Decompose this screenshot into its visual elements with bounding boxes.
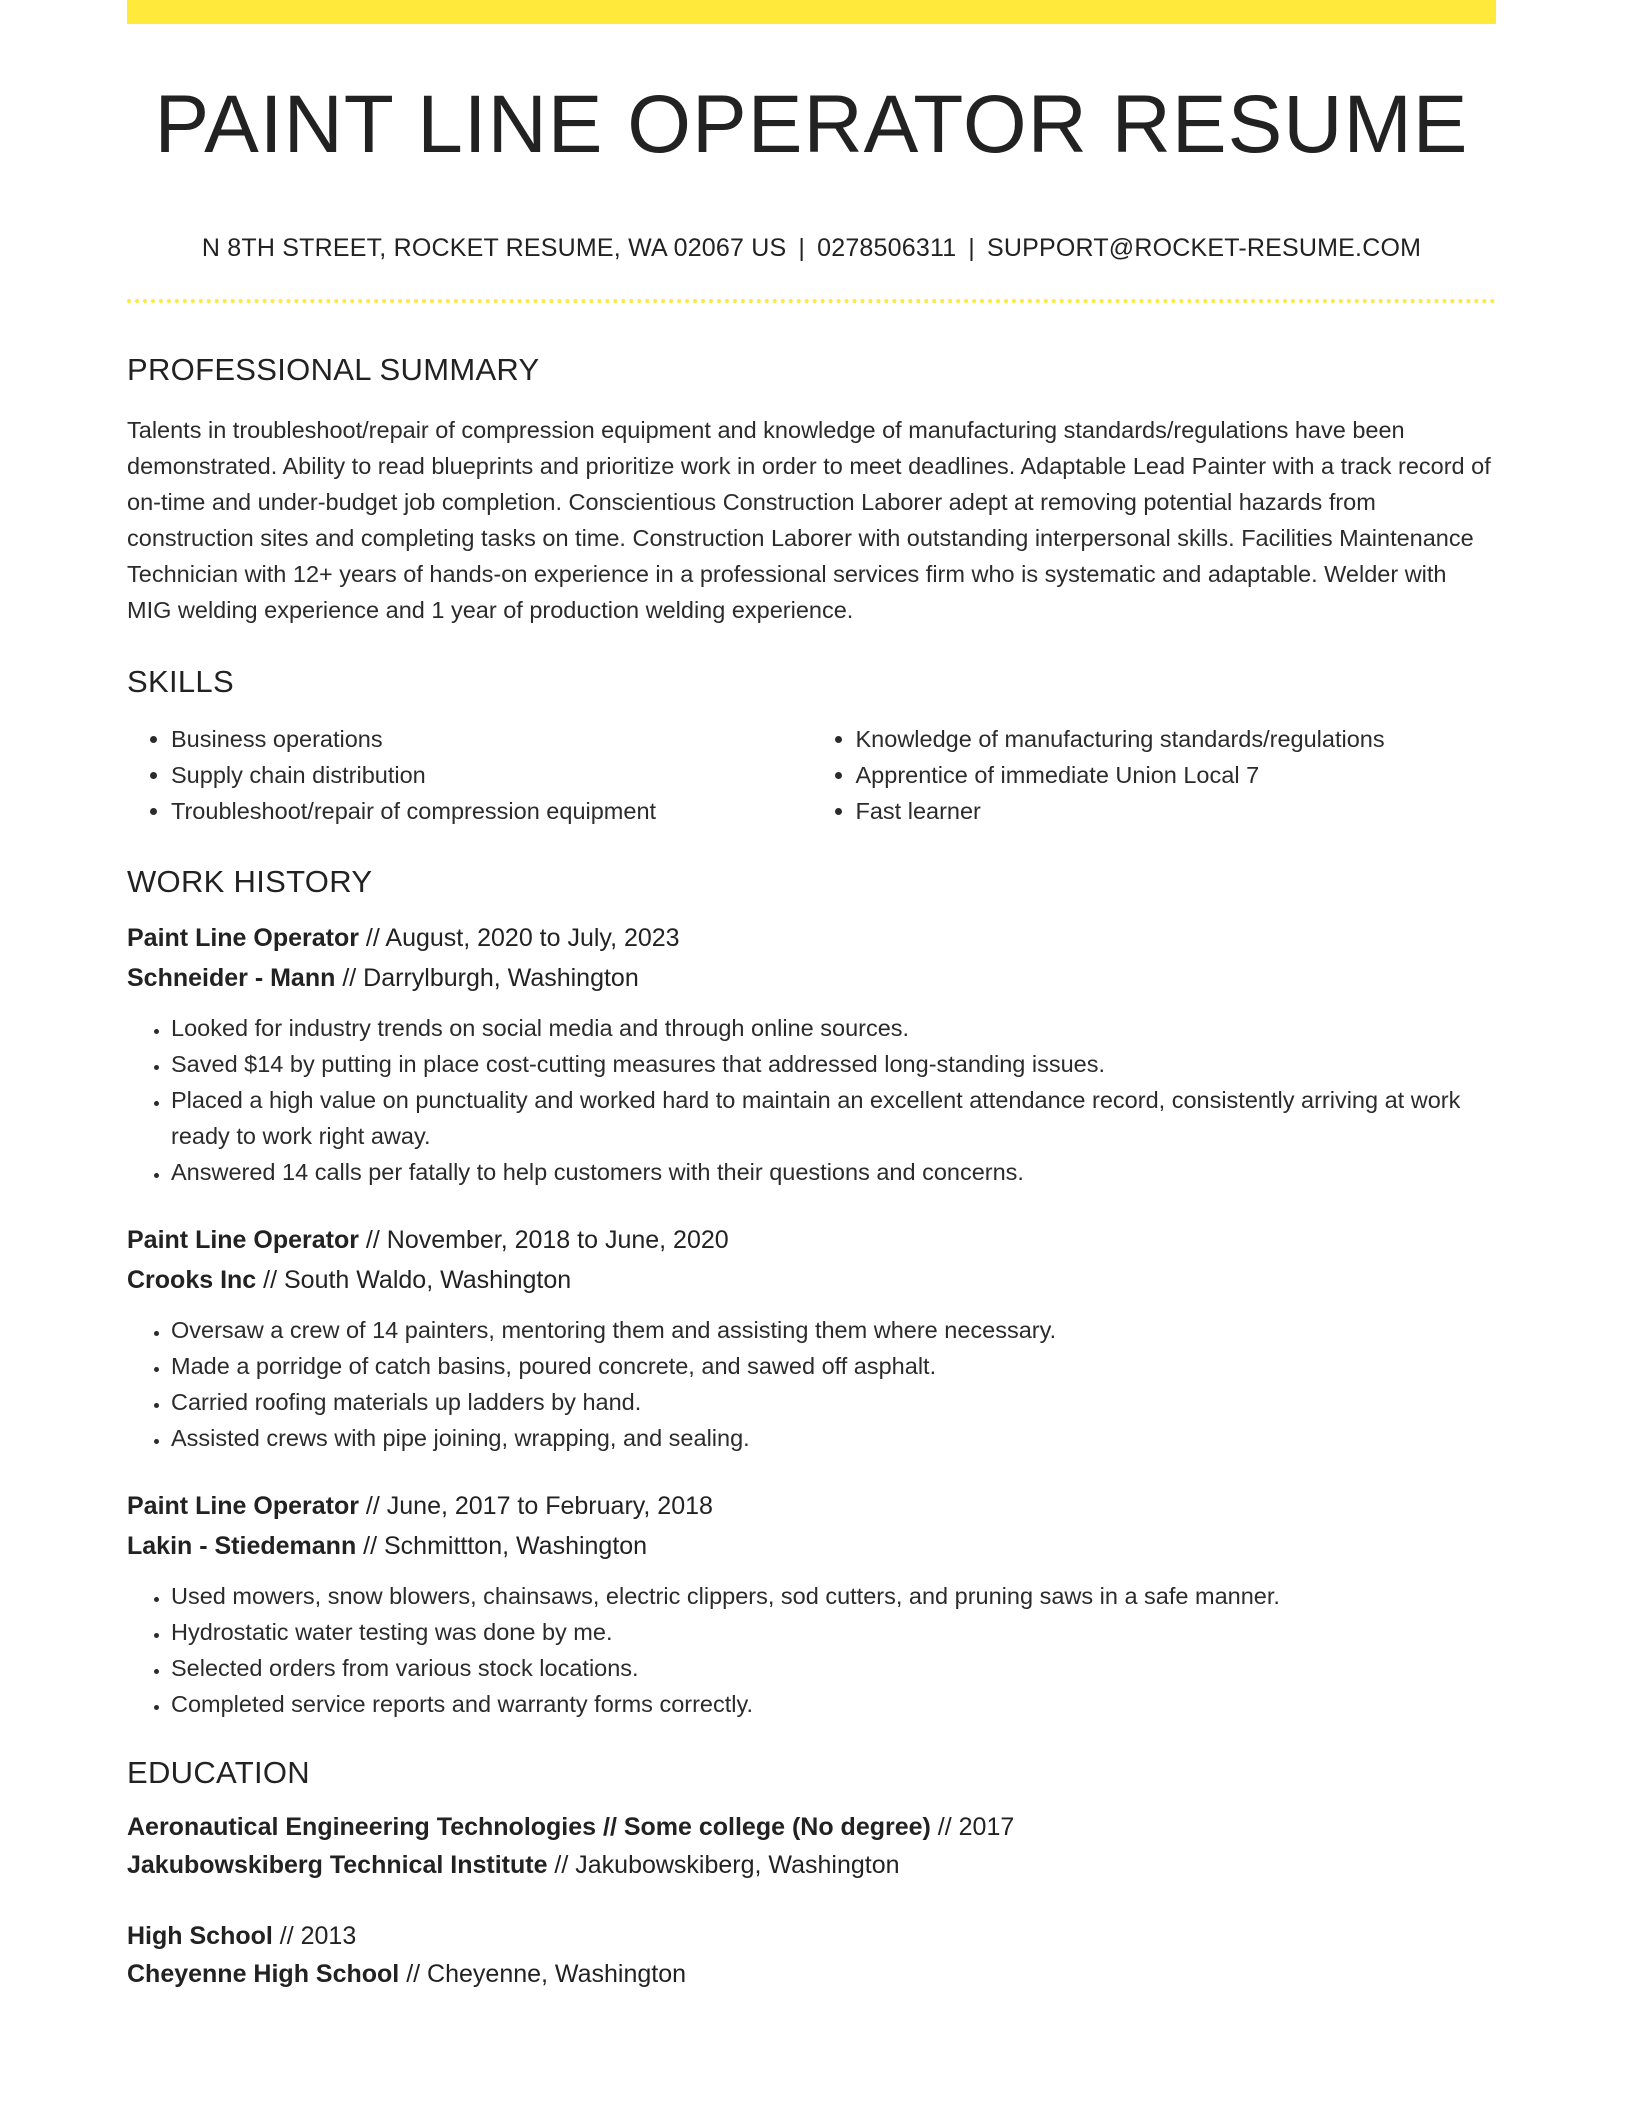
duty-item: • Saved $14 by putting in place cost-cutting measures that addressed long-standing issues.: [171, 1046, 1496, 1082]
skill-item: • Business operations: [171, 721, 812, 757]
job-duties: [127, 1010, 1496, 1190]
job-duties: [127, 1578, 1496, 1722]
job-title-line: [127, 918, 1496, 958]
education-school-line: [127, 1955, 1496, 1993]
contact-line: [127, 236, 1496, 261]
skill-item: • Troubleshoot/repair of compression equipment: [171, 793, 812, 829]
dotted-divider: [127, 299, 1496, 303]
duty-item: • Completed service reports and warranty forms correctly.: [171, 1686, 1496, 1722]
job-entry: [127, 1220, 1496, 1456]
top-accent-bar: [127, 0, 1496, 24]
duty-item: • Looked for industry trends on social media and through online sources.: [171, 1010, 1496, 1046]
job-location: // Darrylburgh, Washington: [335, 964, 639, 992]
education-year: // 2017: [930, 1813, 1015, 1841]
job-entry: [127, 1486, 1496, 1722]
job-entry: [127, 918, 1496, 1190]
duty-item: • Used mowers, snow blowers, chainsaws, electric clippers, sod cutters, and pruning saws in a safe manner.: [171, 1578, 1496, 1614]
education-degree-line: [127, 1808, 1496, 1846]
summary-heading: PROFESSIONAL SUMMARY: [127, 352, 540, 387]
skills-list: [127, 721, 1496, 829]
education-location: // Jakubowskiberg, Washington: [547, 1851, 900, 1879]
email-link[interactable]: SUPPORT@ROCKET-RESUME.COM: [987, 234, 1422, 262]
education-school: Cheyenne High School: [127, 1960, 400, 1988]
skill-item: • Fast learner: [856, 793, 1497, 829]
job-dates: // August, 2020 to July, 2023: [358, 924, 680, 952]
work-history-heading: WORK HISTORY: [127, 864, 373, 899]
education-school-line: [127, 1846, 1496, 1884]
separator: |: [968, 234, 975, 262]
job-dates: // June, 2017 to February, 2018: [358, 1492, 713, 1520]
duty-item: • Carried roofing materials up ladders by hand.: [171, 1384, 1496, 1420]
job-company: Schneider - Mann: [127, 964, 336, 992]
skills-column-left: [127, 721, 812, 829]
job-location: // Schmittton, Washington: [356, 1532, 648, 1560]
job-title: Paint Line Operator: [127, 924, 359, 952]
skill-item: • Apprentice of immediate Union Local 7: [856, 757, 1497, 793]
job-company-line: [127, 958, 1496, 998]
education-degree: High School: [127, 1922, 273, 1950]
duty-item: • Answered 14 calls per fatally to help customers with their questions and concerns.: [171, 1154, 1496, 1190]
duty-item: • Placed a high value on punctuality and worked hard to maintain an excellent attendance record, consistently arriving at work ready to work right away.: [171, 1082, 1496, 1154]
job-location: // South Waldo, Washington: [256, 1266, 572, 1294]
education-entry: [127, 1917, 1496, 1993]
resume-title: PAINT LINE OPERATOR RESUME: [154, 79, 1469, 170]
address-text: N 8TH STREET, ROCKET RESUME, WA 02067 US: [201, 234, 787, 262]
education-location: // Cheyenne, Washington: [399, 1960, 687, 1988]
job-company: Lakin - Stiedemann: [127, 1532, 357, 1560]
education-degree: Aeronautical Engineering Technologies // Some college (No degree): [127, 1813, 931, 1841]
job-title-line: [127, 1486, 1496, 1526]
education-degree-line: [127, 1917, 1496, 1955]
education-entry: [127, 1808, 1496, 1884]
skills-column-right: [812, 721, 1497, 829]
job-company-line: [127, 1526, 1496, 1566]
job-title-line: [127, 1220, 1496, 1260]
job-title: Paint Line Operator: [127, 1492, 359, 1520]
duty-item: • Hydrostatic water testing was done by me.: [171, 1614, 1496, 1650]
skill-item: • Knowledge of manufacturing standards/regulations: [856, 721, 1497, 757]
job-company: Crooks Inc: [127, 1266, 257, 1294]
education-heading: EDUCATION: [127, 1755, 310, 1790]
job-title: Paint Line Operator: [127, 1226, 359, 1254]
education-school: Jakubowskiberg Technical Institute: [127, 1851, 548, 1879]
job-company-line: [127, 1260, 1496, 1300]
duty-item: • Assisted crews with pipe joining, wrapping, and sealing.: [171, 1420, 1496, 1456]
job-dates: // November, 2018 to June, 2020: [358, 1226, 729, 1254]
phone-text: 0278506311: [817, 234, 957, 262]
duty-item: • Selected orders from various stock locations.: [171, 1650, 1496, 1686]
resume-page: [127, 0, 1496, 1993]
skills-heading: SKILLS: [127, 664, 234, 699]
summary-text: Talents in troubleshoot/repair of compression equipment and knowledge of manufacturing standards/regulations have been demonstrated. Ability to read blueprints and prioritize work in order to meet deadlines. Adaptable Lead Painter with a track record of on-time and under-budget job completion. Conscientious Construction Laborer adept at removing potential hazards from construction sites and completing tasks on time. Construction Laborer with outstanding interpersonal skills. Facilities Maintenance Technician with 12+ years of hands-on experience in a professional services firm who is systematic and adaptable. Welder with MIG welding experience and 1 year of production welding experience.: [127, 417, 1491, 623]
duty-item: • Made a porridge of catch basins, poured concrete, and sawed off asphalt.: [171, 1348, 1496, 1384]
education-year: // 2013: [272, 1922, 357, 1950]
job-duties: [127, 1312, 1496, 1456]
separator: |: [798, 234, 806, 262]
skill-item: • Supply chain distribution: [171, 757, 812, 793]
duty-item: • Oversaw a crew of 14 painters, mentoring them and assisting them where necessary.: [171, 1312, 1496, 1348]
